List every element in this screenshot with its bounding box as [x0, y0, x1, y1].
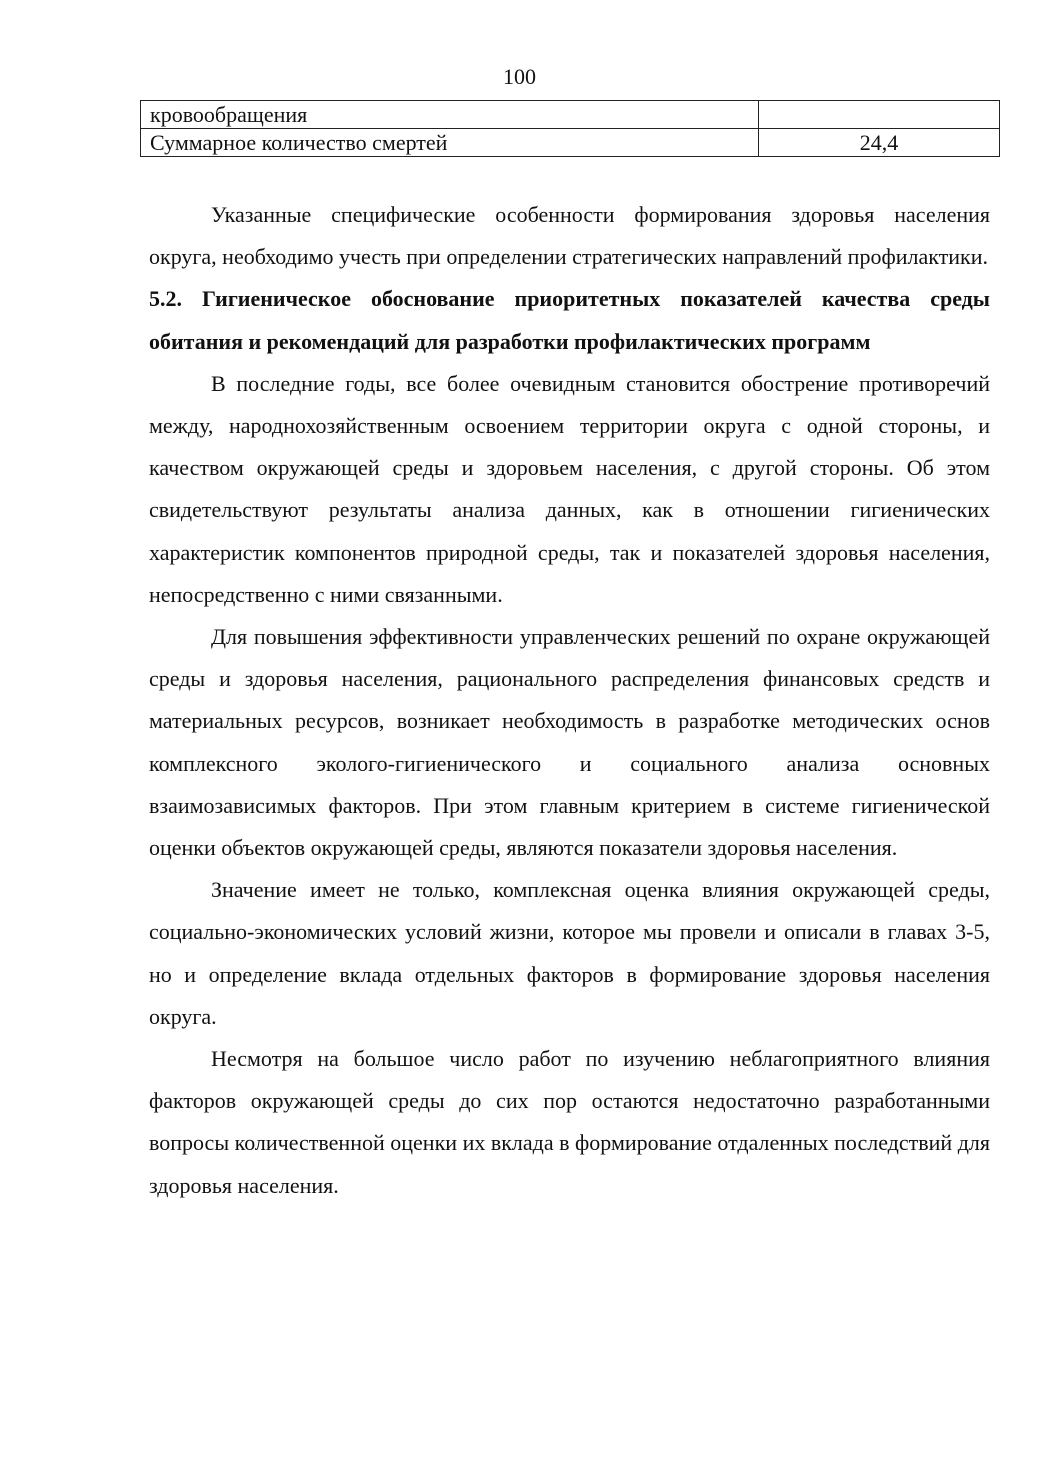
table-row: [141, 101, 1000, 129]
paragraph: Для повышения эффективности управленческих решений по охране окружающей среды и здоровья населения, рационального распределения финансовых средств и материальных ресурсов, возникает необходимость в разработке методических основ комплексного эколого-гигиенического и социального анализа основных взаимозависимых факторов. При этом главным критерием в системе гигиенической оценки объектов окружающей среды, являются показатели здоровья населения.: [149, 624, 990, 861]
paragraph: Указанные специфические особенности формирования здоровья населения округа, необходимо учесть при определении стратегических направлений профилактики.: [149, 202, 990, 270]
table-cell-value: 24,4: [759, 129, 1000, 157]
table-cell-label: Суммарное количество смертей: [141, 129, 759, 157]
paragraph: Значение имеет не только, комплексная оценка влияния окружающей среды, социально-экономических условий жизни, которое мы провели и описали в главах 3-5, но и определение вклада отдельных факторов в формирование здоровья населения округа.: [149, 877, 990, 1029]
table-row: [141, 129, 1000, 157]
paragraph: В последние годы, все более очевидным становится обострение противоречий между, народнохозяйственным освоением территории округа с одной стороны, и качеством окружающей среды и здоровьем населения, с другой стороны. Об этом свидетельствуют результаты анализа данных, как в отношении гигиенических характеристик компонентов природной среды, так и показателей здоровья населения, непосредственно с ними связанными.: [149, 370, 990, 607]
table-cell-label: кровообращения: [141, 101, 759, 129]
paragraph: Несмотря на большое число работ по изучению неблагоприятного влияния факторов окружающей среды до сих пор остаются недостаточно разработанными вопросы количественной оценки их вклада в формирование отдаленных последствий для здоровья населения.: [149, 1046, 990, 1198]
page-number: 100: [503, 64, 536, 89]
document-body: [149, 194, 990, 1207]
section-heading: 5.2. Гигиеническое обоснование приоритетных показателей качества среды обитания и рекомендаций для разработки профилактических программ: [149, 286, 990, 354]
table-cell-value: [759, 101, 1000, 129]
continued-table: [140, 100, 1000, 157]
